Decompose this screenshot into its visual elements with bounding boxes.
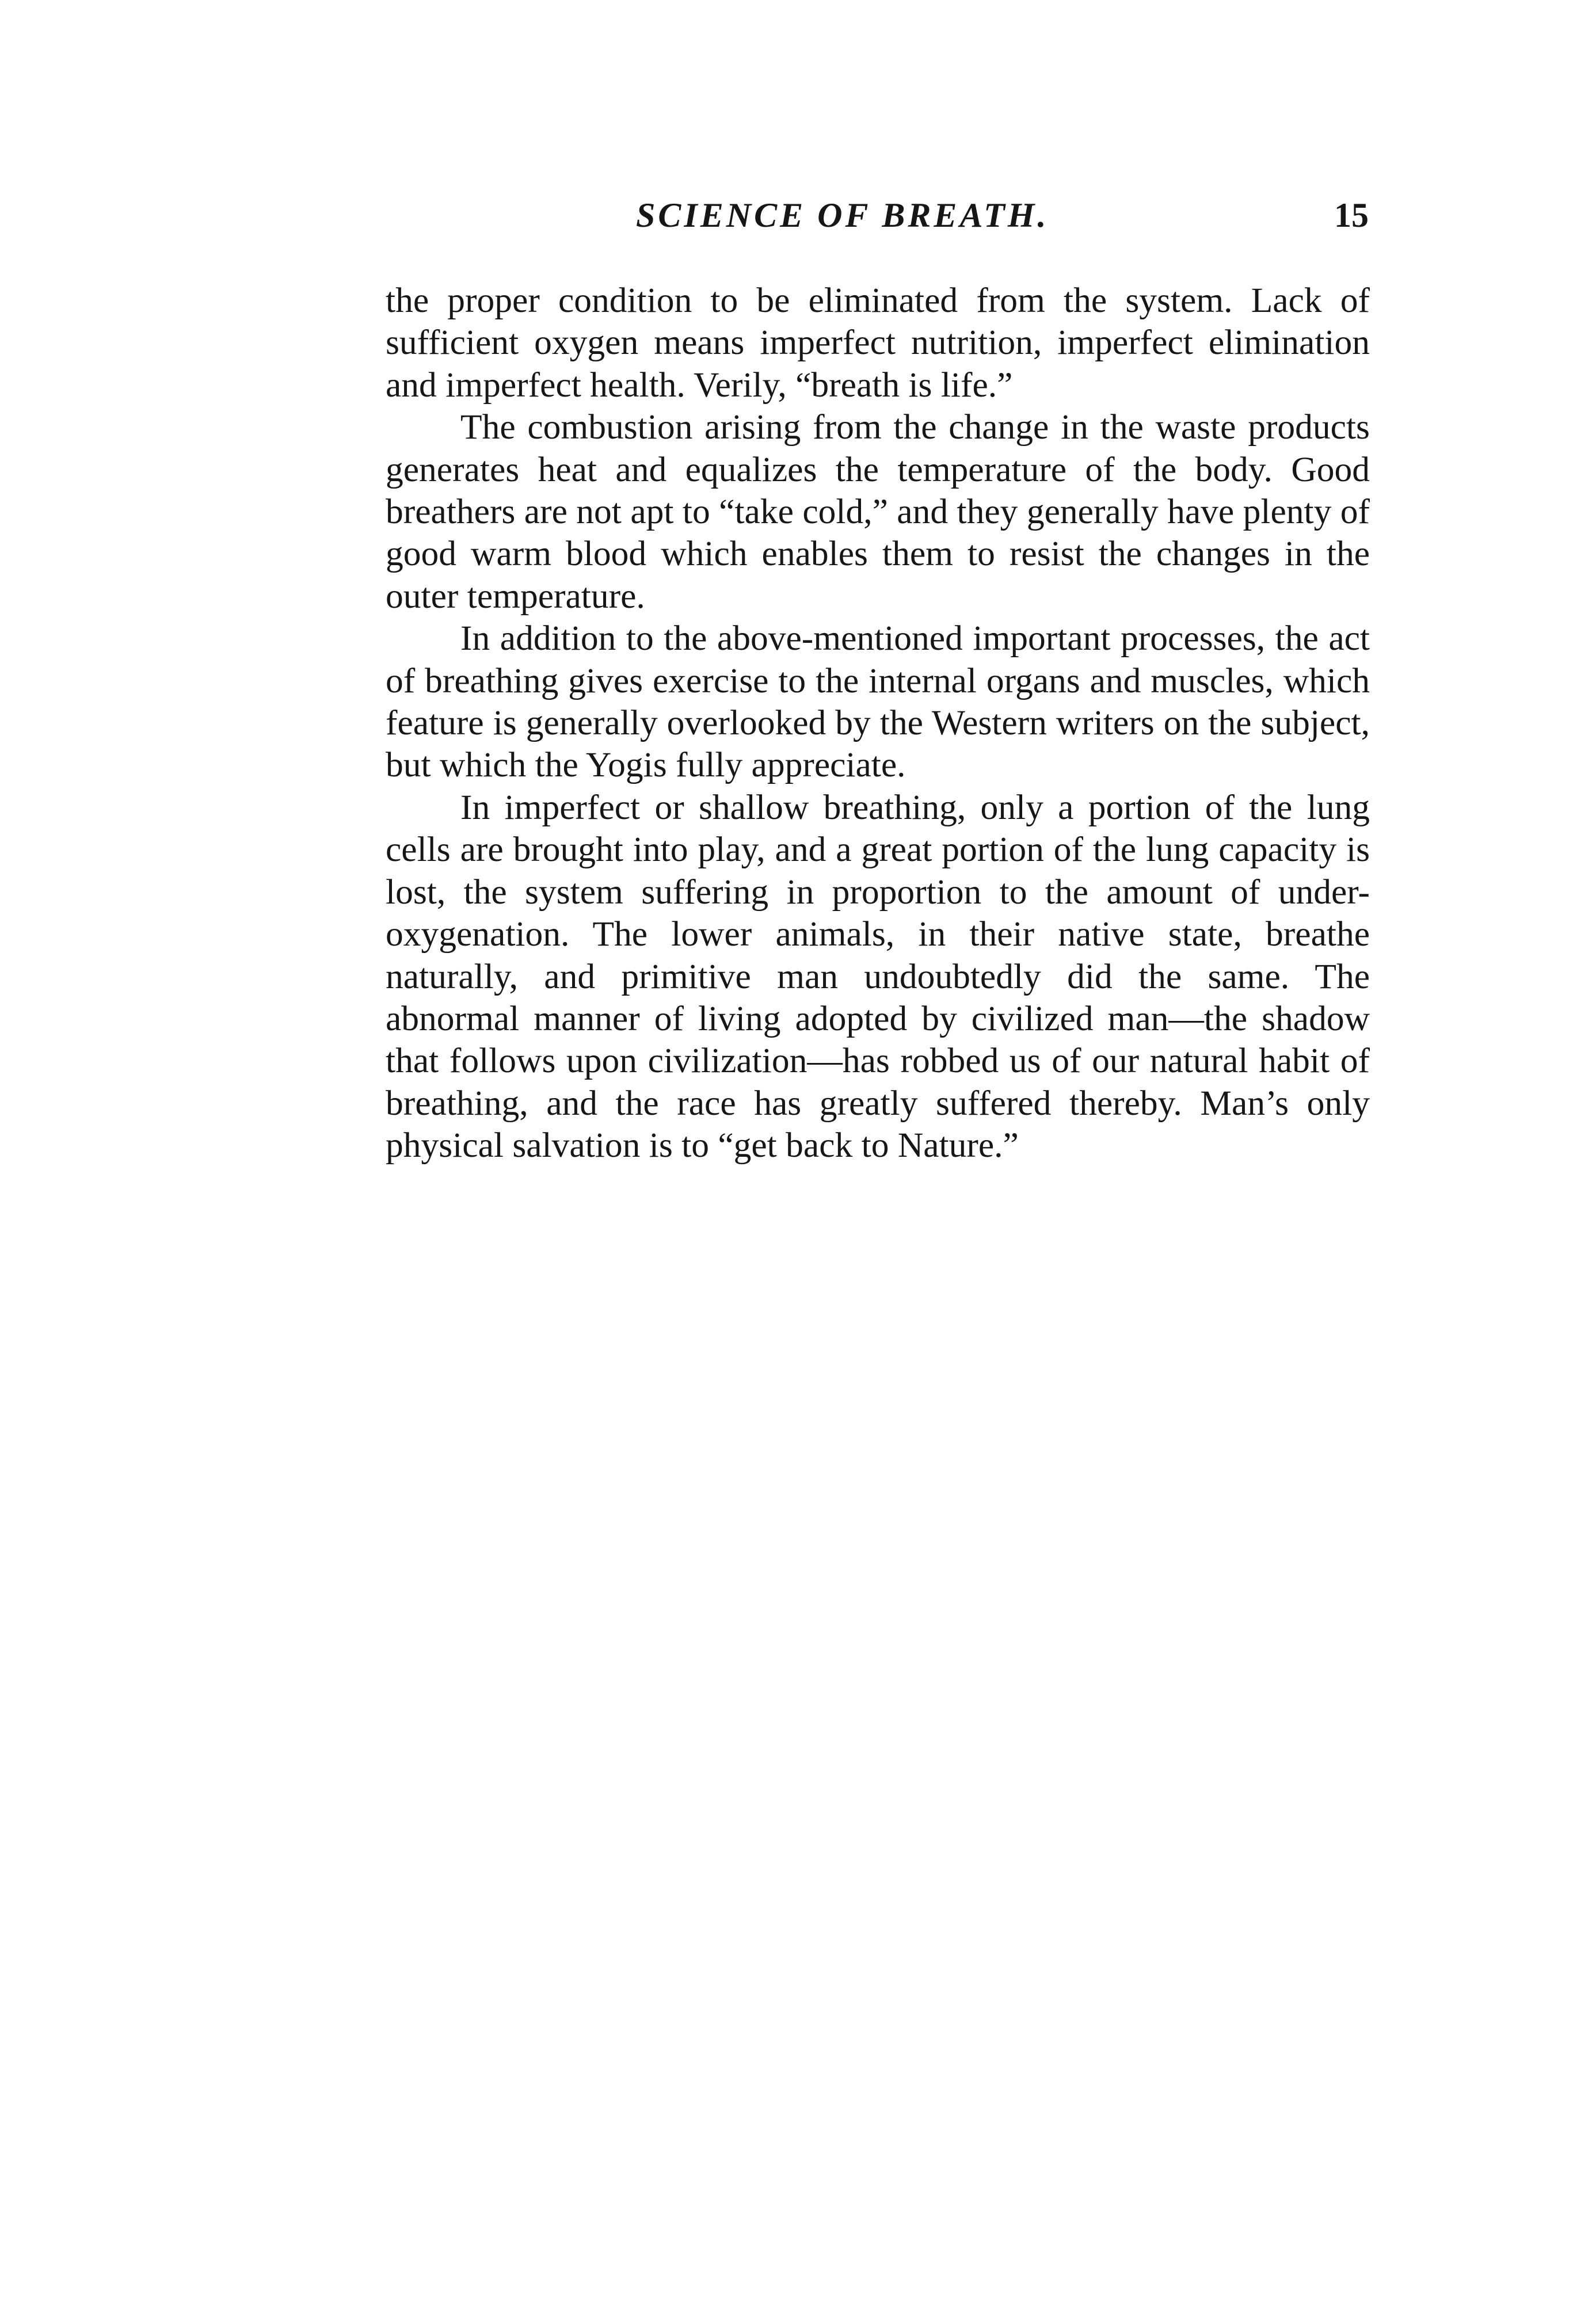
page-number: 15 (1334, 196, 1369, 234)
paragraph: In imperfect or shallow breathing, only a portion of the lung cells are brought into play, and a great portion of the lung capacity is lost, the system suffering in proportion to the amount of under-oxygenation. The lower animals, in their native state, breathe naturally, and primitive man undoubtedly did the same. The abnormal manner of living adopted by civilized man—the shadow that follows upon civilization—has robbed us of our natural habit of breathing, and the race has greatly suffered thereby. Man’s only physical salvation is to “get back to Nature.” (386, 787, 1370, 1165)
running-head-title: SCIENCE OF BREATH. (636, 196, 1049, 234)
body-text (386, 280, 1370, 1167)
paragraph: The combustion arising from the change in the waste products generates heat and equalizes the temperature of the body. Good breathers are not apt to “take cold,” and they generally have plenty of good warm blood which enables them to resist the changes in the outer temperature. (386, 407, 1370, 616)
paragraph-continued: the proper condition to be eliminated from the system. Lack of sufficient oxygen means imperfect nutrition, imperfect elimination and imperfect health. Verily, “breath is life.” (386, 281, 1370, 405)
paragraph: In addition to the above-mentioned important processes, the act of breathing gives exercise to the internal organs and muscles, which feature is generally overlooked by the Western writers on the subject, but which the Yogis fully appreciate. (386, 619, 1370, 785)
